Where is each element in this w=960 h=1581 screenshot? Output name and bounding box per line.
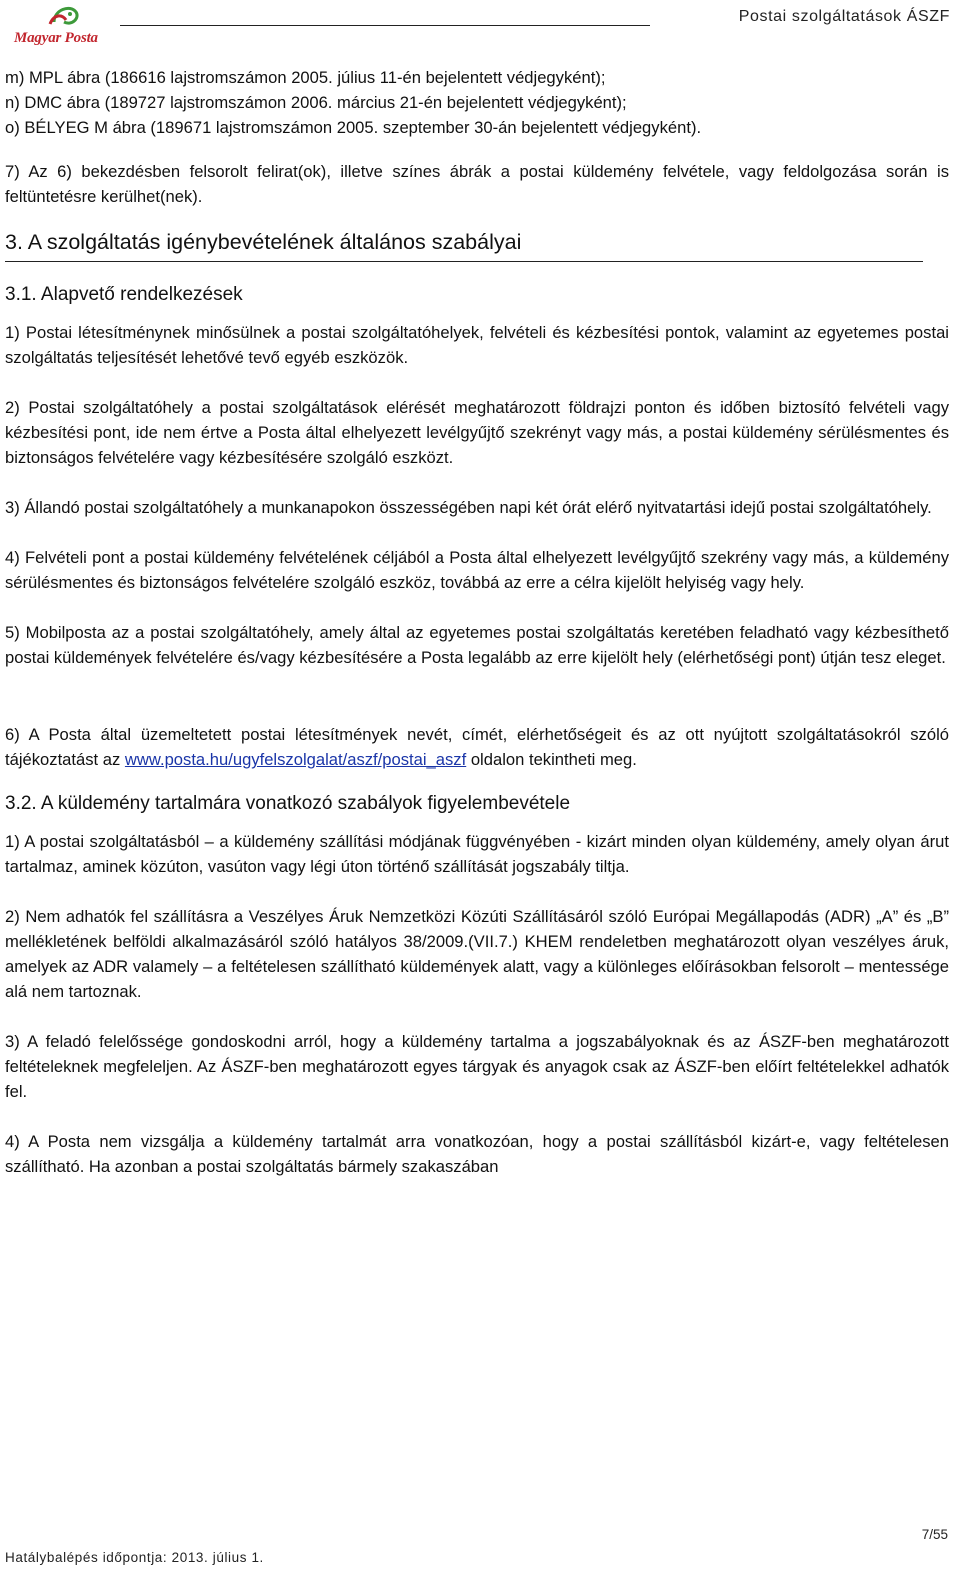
aszf-link[interactable]: www.posta.hu/ugyfelszolgalat/aszf/postai_aszf (124, 750, 467, 769)
subsection-heading-3-2: 3.2. A küldemény tartalmára vonatkozó szabályok figyelembevétele (5, 793, 571, 814)
page-header (0, 0, 960, 56)
magyar-posta-logo (10, 2, 102, 54)
document-body (5, 65, 949, 1179)
header-divider (120, 25, 650, 26)
effective-date: Hatálybalépés időpontja: 2013. július 1. (5, 1550, 264, 1565)
document-title: Postai szolgáltatások ÁSZF (738, 8, 950, 25)
section-heading: 3. A szolgáltatás igénybevételének általános szabályai (5, 230, 522, 254)
paragraph: 5) Mobilposta az a postai szolgáltatóhely, amely által az egyetemes postai szolgáltatás keretében feladható vagy kézbesíthető postai küldemények felvételére és/vagy kézbesítésére a Posta legalább az erre kijelölt hely (elérhetőségi pont) útján tesz eleget. (5, 623, 949, 667)
paragraph: 4) Felvételi pont a postai küldemény felvételének céljából a Posta által elhelyezett levélgyűjtő szekrény vagy más, a küldemény sérülésmentes és biztonságos felvételére szolgáló eszköz, továbbá az erre a célra kijelölt helyiség vagy hely. (5, 548, 949, 592)
paragraph-7: 7) Az 6) bekezdésben felsorolt felirat(ok), illetve színes ábrák a postai küldemény felvétele, vagy feldolgozása során is feltüntetésre kerülhet(nek). (5, 162, 949, 206)
page-number: 7/55 (921, 1527, 948, 1542)
paragraph: 1) Postai létesítménynek minősülnek a postai szolgáltatóhelyek, felvételi és kézbesítési pontok, valamint az egyetemes postai szolgáltatás teljesítését lehetővé tevő egyéb eszközök. (5, 323, 949, 367)
paragraph: 3) Állandó postai szolgáltatóhely a munkanapokon összességében napi két órát elérő nyitvatartási idejű postai szolgáltatóhely. (5, 498, 932, 517)
paragraph-text: 6) A Posta által üzemeltetett postai létesítmények nevét, címét, elérhetőségeit és az ott nyújtott szolgáltatásokról szóló tájékoztatást az (5, 725, 949, 769)
paragraph: 3) A feladó felelőssége gondoskodni arról, hogy a küldemény tartalma a jogszabályoknak és az ÁSZF-ben meghatározott feltételeknek megfeleljen. Az ÁSZF-ben meghatározott egyes tárgyak és anyagok csak az ÁSZF-ben előírt feltételekkel adhatók fel. (5, 1032, 949, 1101)
list-item-n: n) DMC ábra (189727 lajstromszámon 2006. március 21-én bejelentett védjegyként); (5, 93, 627, 112)
section-divider (5, 261, 923, 262)
paragraph: 4) A Posta nem vizsgálja a küldemény tartalmát arra vonatkozóan, hogy a postai szállításból kizárt-e, vagy feltételesen szállítható. Ha azonban a postai szolgáltatás bármely szakaszában (5, 1132, 949, 1176)
paragraph: 2) Postai szolgáltatóhely a postai szolgáltatások elérését meghatározott földrajzi ponton és időben biztosító felvételi vagy kézbesítési pont, ide nem értve a Posta által elhelyezett levélgyűjtő szekrényt vagy más, a postai küldemény sérülésmentes és biztonságos felvételére vagy kézbesítésére szolgáló eszközt. (5, 398, 949, 467)
paragraph-with-link (5, 722, 949, 772)
subsection-heading-3-1: 3.1. Alapvető rendelkezések (5, 284, 243, 305)
paragraph: 1) A postai szolgáltatásból – a küldemény szállítási módjának függvényében - kizárt minden olyan küldemény, amely olyan árut tartalmaz, aminek közúton, vasúton vagy légi úton történő szállítását jogszabály tiltja. (5, 832, 949, 876)
paragraph-text: oldalon tekintheti meg. (466, 750, 637, 769)
list-item-m: m) MPL ábra (186616 lajstromszámon 2005. július 11-én bejelentett védjegyként); (5, 68, 606, 87)
paragraph: 2) Nem adhatók fel szállításra a Veszélyes Áruk Nemzetközi Közúti Szállításáról szóló Európai Megállapodás (ADR) „A” és „B” mellékletének belföldi alkalmazásáról szóló hatályos 38/2009.(VII.7.) KHEM rendeletben meghatározott olyan veszélyes áruk, amelyek az ADR valamely – a feltételesen szállítható küldemények alatt, vagy a különleges előírásokban felsorolt – mentessége alá nem tartoznak. (5, 907, 949, 1001)
post-horn-icon (10, 2, 102, 32)
list-item-o: o) BÉLYEG M ábra (189671 lajstromszámon 2005. szeptember 30-án bejelentett védjegyként). (5, 118, 702, 137)
logo-wordmark: Magyar Posta (14, 30, 98, 46)
